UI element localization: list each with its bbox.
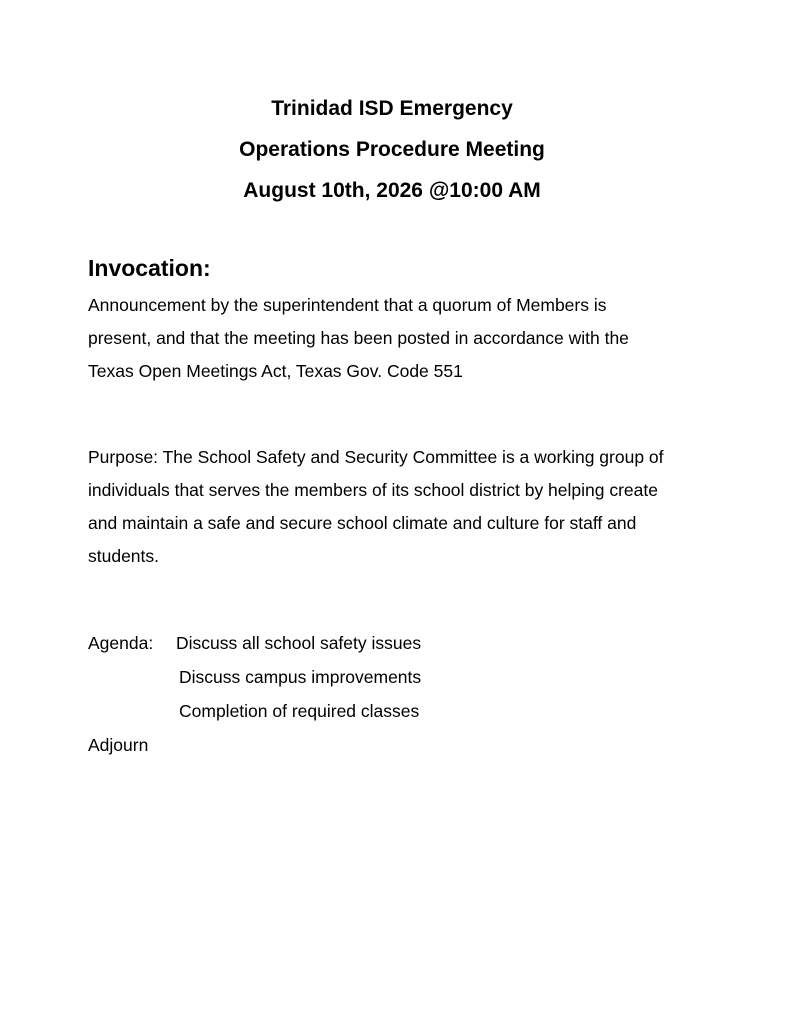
- invocation-line-2: present, and that the meeting has been posted in accordance with the: [88, 328, 629, 348]
- purpose-line-1: Purpose: The School Safety and Security Committee is a working group of: [88, 447, 664, 467]
- invocation-line-1: Announcement by the superintendent that a quorum of Members is: [88, 295, 607, 315]
- invocation-paragraph: [88, 289, 728, 388]
- title-line-3: August 10th, 2026 @10:00 AM: [243, 179, 541, 202]
- agenda-row: [88, 626, 421, 660]
- purpose-line-4: students.: [88, 546, 160, 566]
- adjourn-text: Adjourn: [88, 735, 149, 755]
- purpose-paragraph: [88, 441, 728, 573]
- agenda-item-3: Completion of required classes: [179, 701, 420, 721]
- title-line-1: Trinidad ISD Emergency: [271, 97, 513, 120]
- agenda-item-1: Discuss all school safety issues: [176, 633, 422, 653]
- document-title: [0, 88, 784, 211]
- invocation-line-3: Texas Open Meetings Act, Texas Gov. Code 551: [88, 361, 463, 381]
- title-line-2: Operations Procedure Meeting: [239, 138, 545, 161]
- agenda-label: Agenda:: [88, 633, 154, 653]
- purpose-line-2: individuals that serves the members of its school district by helping create: [88, 480, 658, 500]
- agenda-item-2: Discuss campus improvements: [179, 667, 422, 687]
- purpose-line-3: and maintain a safe and secure school climate and culture for staff and: [88, 513, 637, 533]
- agenda-section: [88, 626, 421, 762]
- invocation-heading: Invocation:: [88, 255, 211, 281]
